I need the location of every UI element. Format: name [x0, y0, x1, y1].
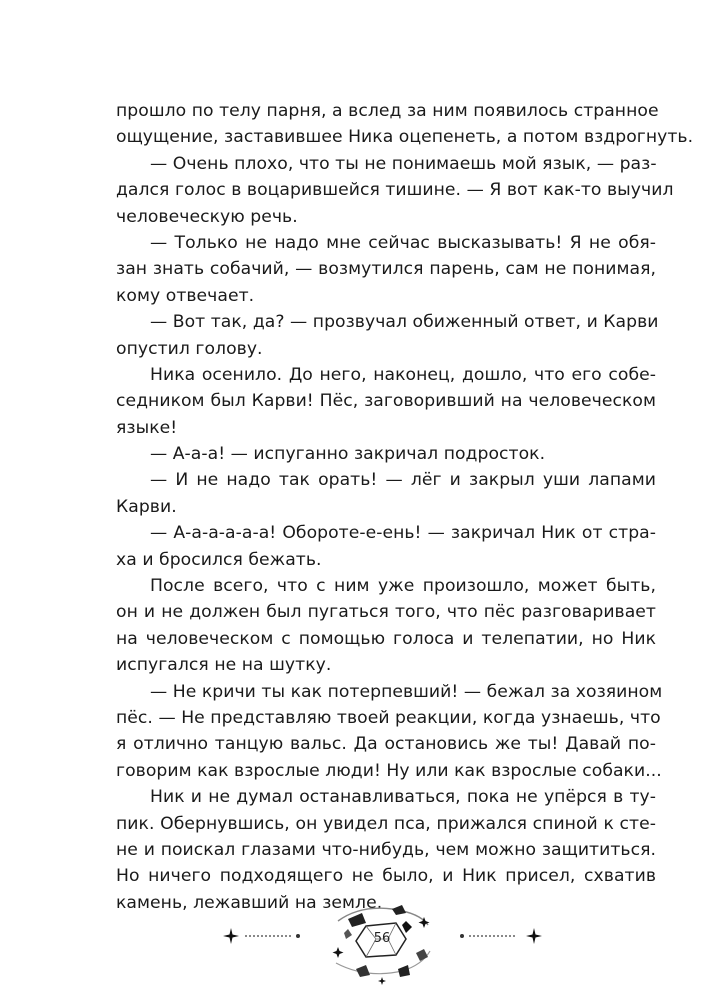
text-line: прошло по телу парня, а вслед за ним появилось странное	[116, 101, 659, 121]
text-line: кому отвечает.	[116, 285, 255, 306]
text-line: ощущение, заставившее Ника оцепенеть, а потом вздрогнуть.	[116, 127, 694, 148]
text-line: пик. Обернувшись, он увидел пса, прижался спиной к сте-	[116, 813, 656, 834]
text-line: — И не надо так орать! — лёг и закрыл уши лапами	[150, 470, 656, 491]
text-line: испугался не на шутку.	[116, 655, 332, 676]
left-dotted-rule	[245, 934, 300, 938]
text-line: — Только не надо мне сейчас высказывать! Я не обя-	[150, 232, 656, 253]
text-line: Ник и не думал останавливаться, пока не упёрся в ту-	[150, 787, 656, 808]
text-line: языке!	[116, 417, 178, 438]
right-sparkle-icon	[526, 928, 542, 944]
text-line: я отлично танцую вальс. Да остановись же ты! Давай по-	[116, 734, 656, 755]
footer-ornament	[0, 895, 726, 995]
text-line: он и не должен был пугаться того, что пёс разговаривает	[116, 602, 656, 623]
text-line: — Вот так, да? — прозвучал обиженный ответ, и Карви	[150, 312, 659, 333]
text-line: — Не кричи ты как потерпевший! — бежал за хозяином	[150, 681, 663, 702]
text-line: — Очень плохо, что ты не понимаешь мой язык, — раз-	[150, 153, 657, 174]
page-number: 56	[373, 931, 391, 946]
text-line: на человеческом с помощью голоса и телепатии, но Ник	[116, 628, 656, 649]
text-line: человеческую речь.	[116, 206, 298, 227]
page-footer	[0, 895, 726, 995]
text-line: зан знать собачий, — возмутился парень, сам не понимая,	[116, 259, 656, 280]
text-line: седником был Карви! Пёс, заговоривший на человеческом	[116, 391, 656, 412]
right-dotted-rule	[460, 934, 515, 938]
text-line: говорим как взрослые люди! Ну или как взрослые собаки...	[116, 760, 662, 781]
text-line: не и поискал глазами что-нибудь, чем можно защититься.	[116, 839, 656, 860]
text-line: Ника осенило. До него, наконец, дошло, что его собе-	[150, 364, 656, 385]
text-line: — А-а-а-а-а-а! Оборотe-е-ень! — закричал Ник от стра-	[150, 523, 656, 544]
text-line: Карви.	[116, 496, 177, 517]
left-sparkle-icon	[223, 928, 239, 944]
text-line: пёс. — Не представляю твоей реакции, когда узнаешь, что	[116, 707, 661, 728]
text-line: ха и бросился бежать.	[116, 549, 322, 570]
text-line: — А-а-а! — испуганно закричал подросток.	[150, 444, 546, 465]
book-page-text	[116, 98, 694, 916]
text-line: После всего, что с ним уже произошло, может быть,	[150, 576, 656, 597]
text-line: Но ничего подходящего не было, и Ник присел, схватив	[116, 866, 656, 887]
text-line: камень, лежавший на земле.	[116, 892, 383, 913]
text-line: дался голос в воцарившейся тишине. — Я вот как-то выучил	[116, 180, 674, 201]
text-line: опустил голову.	[116, 338, 263, 359]
